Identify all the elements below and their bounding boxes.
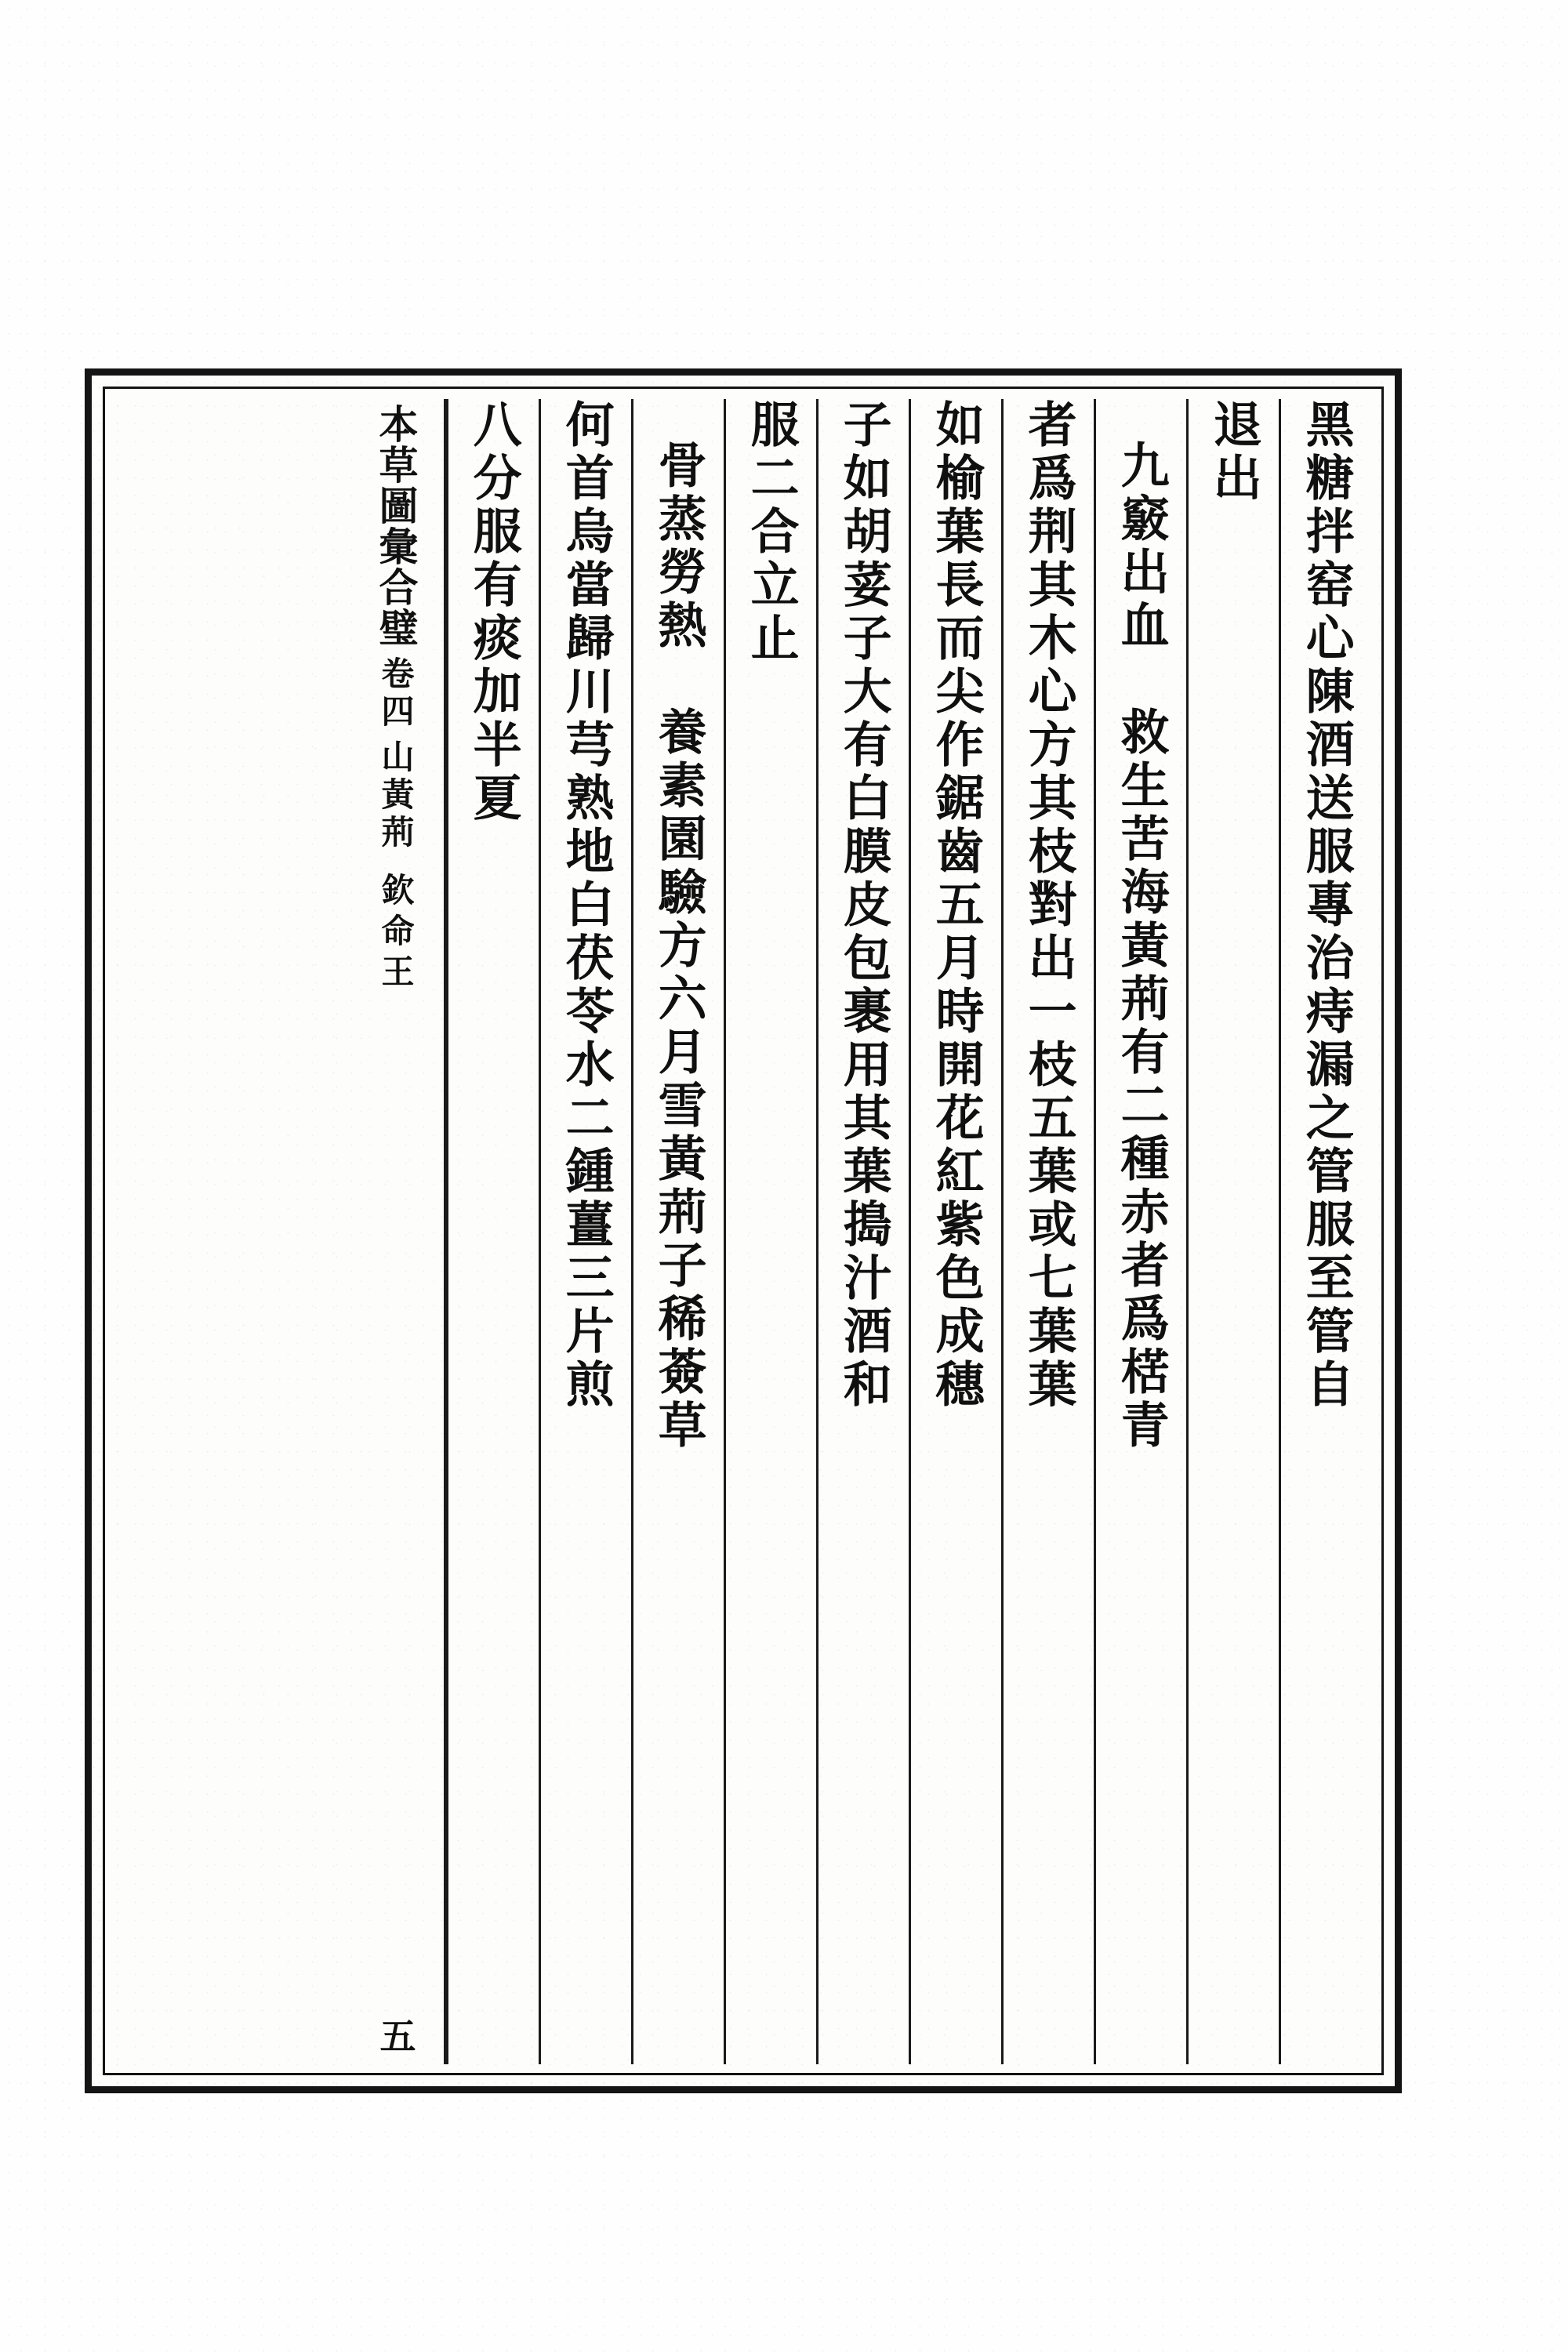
text-column-2 bbox=[1186, 399, 1279, 2064]
column-text: 何首烏當歸川芎熟地白茯苓水二鍾薑三片煎 bbox=[557, 399, 615, 1412]
column-text: 九竅出血 救生苦海黃荊有二種赤者爲楛青 bbox=[1112, 440, 1171, 1453]
imprint-label: 欽命王 bbox=[376, 873, 416, 995]
column-text: 骨蒸勞熱 養素園驗方六月雪黃荊子稀薟草 bbox=[650, 440, 708, 1453]
column-text: 八分服有痰加半夏 bbox=[465, 399, 523, 826]
text-column-4 bbox=[1001, 399, 1094, 2064]
column-text: 服二合立止 bbox=[742, 399, 800, 666]
text-column-1 bbox=[1279, 399, 1371, 2064]
column-text: 者爲荆其木心方其枝對出一枝五葉或七葉葉 bbox=[1020, 399, 1078, 1412]
book-title: 本草圖彙合璧 bbox=[372, 404, 419, 648]
text-columns bbox=[114, 399, 1371, 2064]
text-column-6 bbox=[816, 399, 909, 2064]
column-text: 子如胡荽子大有白膜皮包裹用其葉搗汁酒和 bbox=[835, 399, 893, 1412]
text-column-5 bbox=[909, 399, 1001, 2064]
column-text: 如榆葉長而尖作鋸齒五月時開花紅紫色成穗 bbox=[927, 399, 985, 1412]
text-column-8 bbox=[631, 399, 724, 2064]
text-column-10 bbox=[446, 399, 539, 2064]
page-spine-column bbox=[347, 399, 446, 2064]
volume-label: 卷四 bbox=[376, 656, 416, 731]
woodblock-frame bbox=[85, 368, 1402, 2093]
column-text: 退出 bbox=[1205, 399, 1263, 506]
text-column-9 bbox=[539, 399, 631, 2064]
section-label: 山黃荊 bbox=[376, 739, 416, 852]
column-text: 黑糖拌窑心陳酒送服專治痔漏之管服至管自 bbox=[1298, 399, 1356, 1412]
spine-stack bbox=[368, 399, 424, 2064]
text-column-3 bbox=[1094, 399, 1186, 2064]
page-number: 五 bbox=[374, 2017, 417, 2053]
text-column-7 bbox=[724, 399, 816, 2064]
